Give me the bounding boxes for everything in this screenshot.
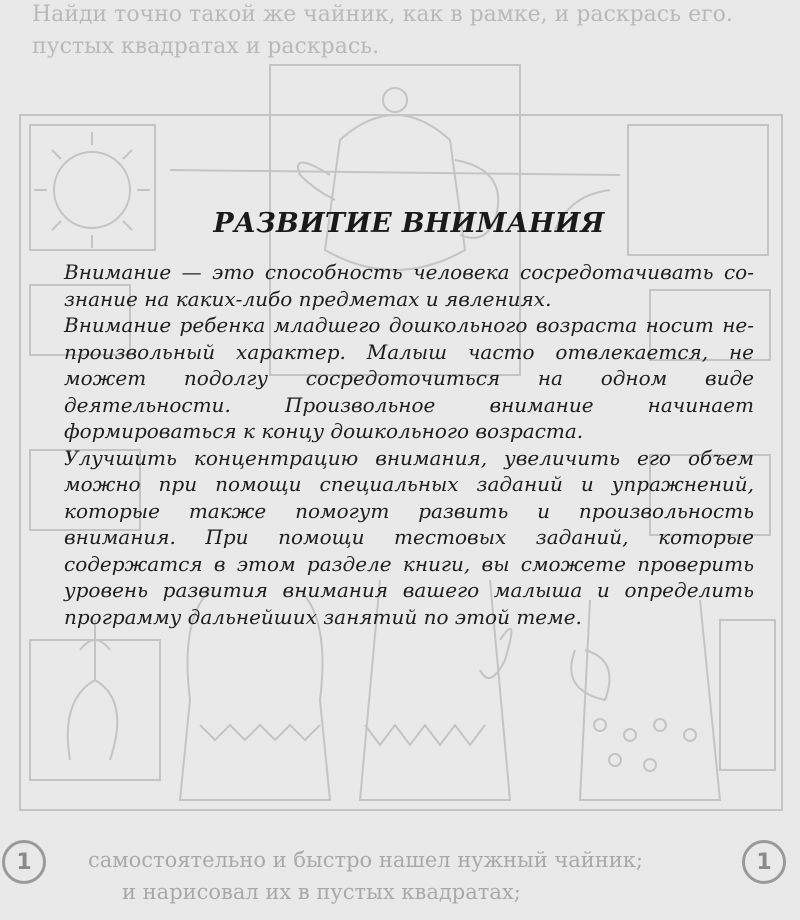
paragraph-preschool-attention: Внимание ребенка младшего дошкольного возраста носит непроизвольный характер. Малыш часто отвлекается, не может подолгу сосредоточиться на одном виде деятельности. Произвольное внимание начинает формироваться к концу дошкольного возраста. (64, 313, 754, 443)
ghost-footer-line-2: и нарисовал их в пустых квадратах; (122, 880, 521, 904)
ghost-teapot-knob (383, 88, 407, 112)
ghost-number-circle-right: 1 (742, 840, 786, 884)
ghost-teapot-spout (298, 163, 335, 201)
ghost-number-circle-left: 1 (2, 840, 46, 884)
ghost-arrow-line (170, 170, 620, 175)
paragraph-improvement: Улучшить концентрацию внимания, увеличить его объем можно при помощи специальных заданий и упражнений, которые также помогут развить и произвольность внимания. При помощи тестовых заданий, которые содержатся в этом разделе книги, вы сможете проверить уровень развития внимания вашего малыша и определить программу дальнейших занятий по этой теме. (64, 445, 754, 629)
ghost-heading-line: Найди точно такой же чайник, как в рамке, и раскрась его. (32, 2, 733, 27)
ghost-footer-line-1: самостоятельно и быстро нашел нужный чайник; (88, 848, 643, 872)
ghost-heading-line-2: пустых квадратах и раскрась. (32, 34, 380, 59)
paragraph-definition: Внимание — это способность человека сосредотачивать сознание на каких-либо предметах и явлениях. (64, 260, 754, 311)
section-body (64, 208, 754, 630)
section-title: РАЗВИТИЕ ВНИМАНИЯ (213, 208, 605, 239)
